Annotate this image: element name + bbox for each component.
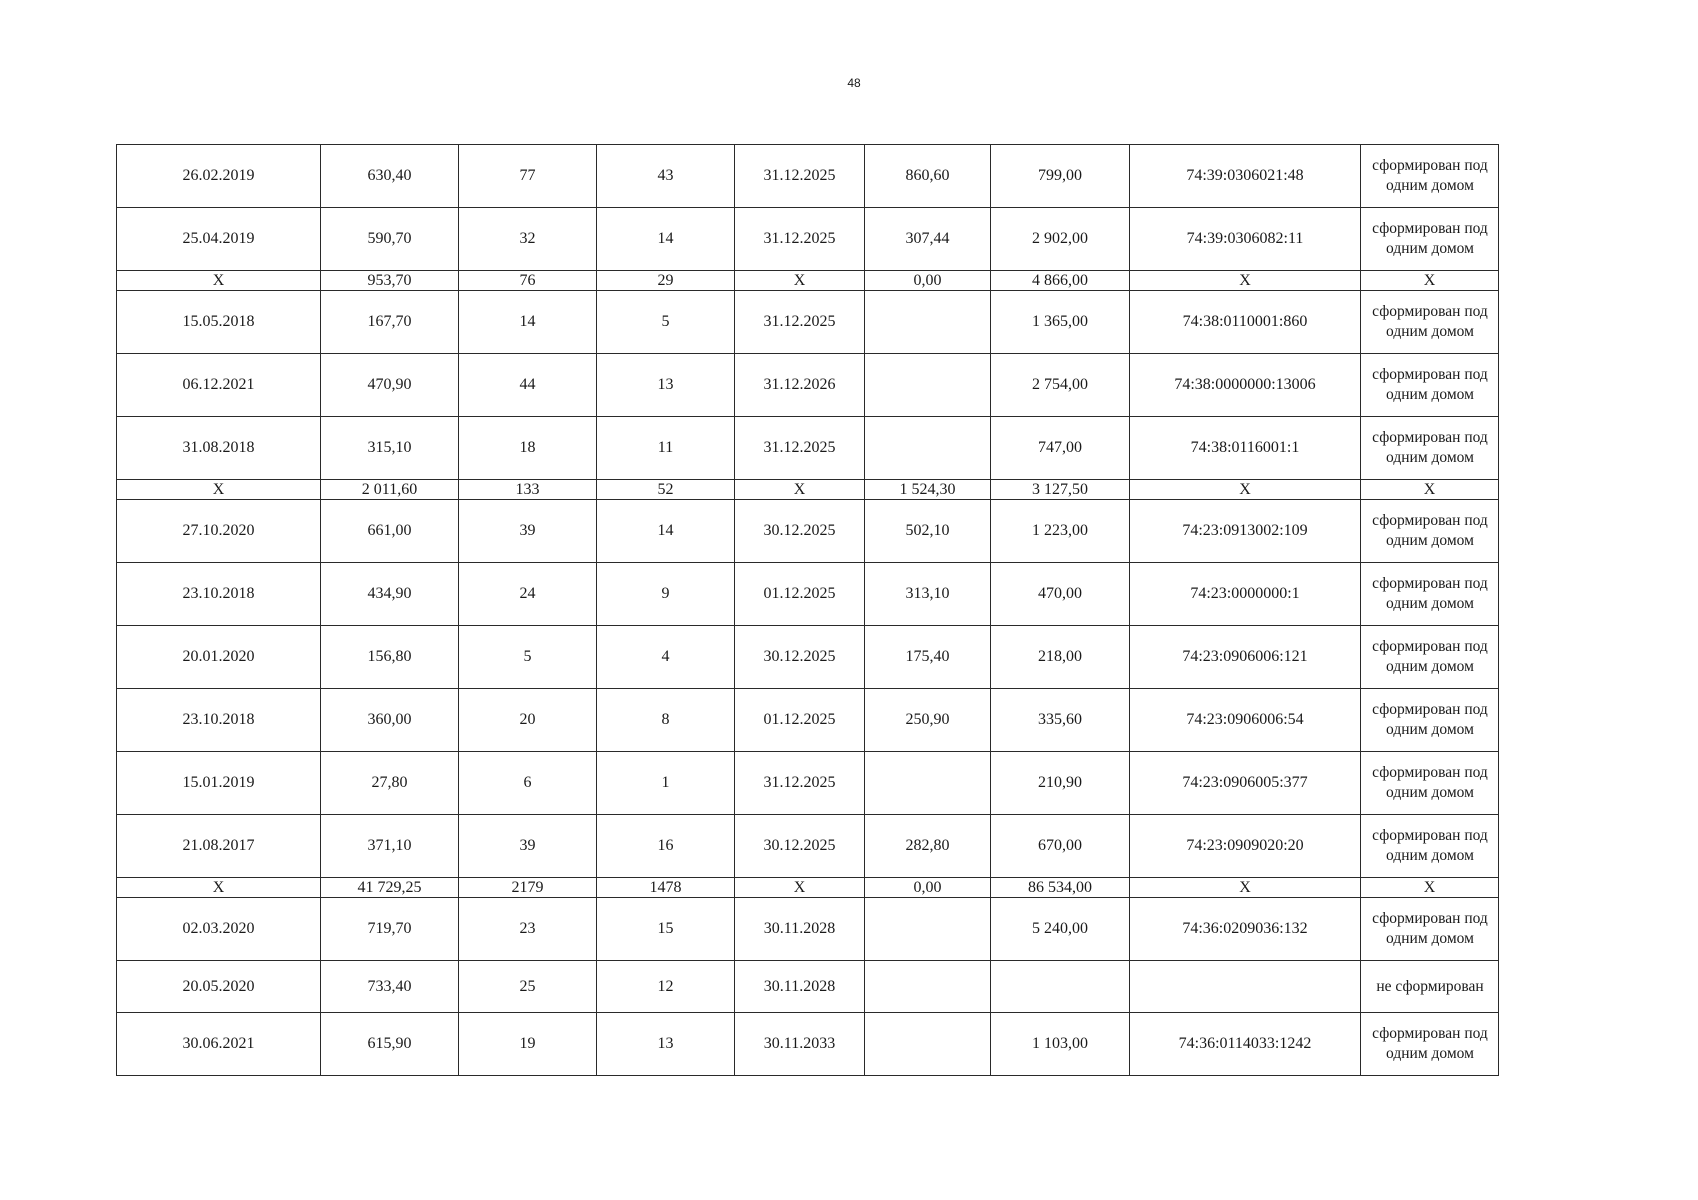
cadastral-number-cell: X — [1130, 878, 1361, 898]
date-cell: X — [117, 271, 321, 291]
deadline-cell: X — [735, 271, 865, 291]
date-cell: 02.03.2020 — [117, 898, 321, 961]
cadastral-number-cell: 74:36:0114033:1242 — [1130, 1013, 1361, 1076]
area-cell: 167,70 — [321, 291, 459, 354]
amount-cell: 307,44 — [865, 208, 991, 271]
deadline-cell: 31.12.2025 — [735, 145, 865, 208]
deadline-cell: X — [735, 480, 865, 500]
table-row — [117, 961, 1499, 1013]
status-cell: X — [1361, 480, 1499, 500]
deadline-cell: 01.12.2025 — [735, 563, 865, 626]
table-row — [117, 563, 1499, 626]
deadline-cell: 30.11.2033 — [735, 1013, 865, 1076]
accounts-cell: 14 — [597, 208, 735, 271]
residents-cell: 25 — [459, 961, 597, 1013]
area-cell: 630,40 — [321, 145, 459, 208]
amount-cell: 1 524,30 — [865, 480, 991, 500]
land-area-cell: 335,60 — [991, 689, 1130, 752]
status-cell — [1361, 417, 1499, 480]
date-cell: 21.08.2017 — [117, 815, 321, 878]
status-text: не сформирован — [1376, 977, 1484, 995]
table-row — [117, 354, 1499, 417]
area-cell: 315,10 — [321, 417, 459, 480]
amount-cell: 175,40 — [865, 626, 991, 689]
cadastral-number-cell: 74:39:0306082:11 — [1130, 208, 1361, 271]
accounts-cell: 14 — [597, 500, 735, 563]
deadline-cell: 30.12.2025 — [735, 500, 865, 563]
table-row — [117, 815, 1499, 878]
residents-cell: 2179 — [459, 878, 597, 898]
status-text: сформирован под одним домом — [1372, 157, 1488, 194]
accounts-cell: 11 — [597, 417, 735, 480]
table-row — [117, 145, 1499, 208]
land-area-cell: 86 534,00 — [991, 878, 1130, 898]
cadastral-number-cell: 74:38:0110001:860 — [1130, 291, 1361, 354]
amount-cell: 860,60 — [865, 145, 991, 208]
cadastral-number-cell: 74:39:0306021:48 — [1130, 145, 1361, 208]
status-text: сформирован под одним домом — [1372, 638, 1488, 675]
deadline-cell: 30.12.2025 — [735, 626, 865, 689]
deadline-cell: 31.12.2025 — [735, 208, 865, 271]
accounts-cell: 16 — [597, 815, 735, 878]
accounts-cell: 43 — [597, 145, 735, 208]
land-area-cell: 3 127,50 — [991, 480, 1130, 500]
amount-cell — [865, 291, 991, 354]
area-cell: 733,40 — [321, 961, 459, 1013]
area-cell: 434,90 — [321, 563, 459, 626]
residents-cell: 44 — [459, 354, 597, 417]
accounts-cell: 4 — [597, 626, 735, 689]
date-cell: 23.10.2018 — [117, 563, 321, 626]
deadline-cell: 01.12.2025 — [735, 689, 865, 752]
land-area-cell: 210,90 — [991, 752, 1130, 815]
deadline-cell: 31.12.2026 — [735, 354, 865, 417]
status-cell — [1361, 961, 1499, 1013]
status-text: сформирован под одним домом — [1372, 366, 1488, 403]
date-cell: 23.10.2018 — [117, 689, 321, 752]
area-cell: 360,00 — [321, 689, 459, 752]
cadastral-number-cell — [1130, 961, 1361, 1013]
status-text: сформирован под одним домом — [1372, 827, 1488, 864]
status-text: сформирован под одним домом — [1372, 429, 1488, 466]
cadastral-number-cell: 74:23:0906006:54 — [1130, 689, 1361, 752]
accounts-cell: 13 — [597, 354, 735, 417]
amount-cell: 313,10 — [865, 563, 991, 626]
deadline-cell: 31.12.2025 — [735, 752, 865, 815]
deadline-cell: X — [735, 878, 865, 898]
page-number: 48 — [847, 76, 861, 90]
cadastral-number-cell: 74:36:0209036:132 — [1130, 898, 1361, 961]
status-text: сформирован под одним домом — [1372, 512, 1488, 549]
area-cell: 2 011,60 — [321, 480, 459, 500]
area-cell: 719,70 — [321, 898, 459, 961]
deadline-cell: 30.11.2028 — [735, 961, 865, 1013]
area-cell: 371,10 — [321, 815, 459, 878]
amount-cell — [865, 1013, 991, 1076]
land-area-cell: 1 365,00 — [991, 291, 1130, 354]
amount-cell: 250,90 — [865, 689, 991, 752]
status-cell — [1361, 145, 1499, 208]
status-cell — [1361, 291, 1499, 354]
cadastral-number-cell: X — [1130, 480, 1361, 500]
accounts-cell: 9 — [597, 563, 735, 626]
residents-cell: 19 — [459, 1013, 597, 1076]
accounts-cell: 1 — [597, 752, 735, 815]
area-cell: 156,80 — [321, 626, 459, 689]
cadastral-number-cell: 74:23:0909020:20 — [1130, 815, 1361, 878]
register-table — [116, 144, 1499, 1076]
amount-cell — [865, 898, 991, 961]
cadastral-number-cell: 74:23:0906006:121 — [1130, 626, 1361, 689]
area-cell: 27,80 — [321, 752, 459, 815]
land-area-cell: 1 223,00 — [991, 500, 1130, 563]
land-area-cell: 470,00 — [991, 563, 1130, 626]
table-row — [117, 689, 1499, 752]
accounts-cell: 29 — [597, 271, 735, 291]
table-row — [117, 626, 1499, 689]
residents-cell: 77 — [459, 145, 597, 208]
status-cell — [1361, 752, 1499, 815]
table-row — [117, 417, 1499, 480]
cadastral-number-cell: 74:23:0906005:377 — [1130, 752, 1361, 815]
cadastral-number-cell: 74:38:0000000:13006 — [1130, 354, 1361, 417]
area-cell: 41 729,25 — [321, 878, 459, 898]
status-cell: X — [1361, 271, 1499, 291]
status-cell — [1361, 815, 1499, 878]
status-cell — [1361, 500, 1499, 563]
residents-cell: 20 — [459, 689, 597, 752]
land-area-cell: 218,00 — [991, 626, 1130, 689]
land-area-cell: 5 240,00 — [991, 898, 1130, 961]
cadastral-number-cell: 74:23:0913002:109 — [1130, 500, 1361, 563]
amount-cell — [865, 417, 991, 480]
amount-cell: 0,00 — [865, 271, 991, 291]
amount-cell — [865, 354, 991, 417]
status-cell — [1361, 354, 1499, 417]
total-row — [117, 271, 1499, 291]
residents-cell: 39 — [459, 815, 597, 878]
amount-cell — [865, 752, 991, 815]
accounts-cell: 15 — [597, 898, 735, 961]
status-text: сформирован под одним домом — [1372, 701, 1488, 738]
status-text: сформирован под одним домом — [1372, 910, 1488, 947]
table-row — [117, 752, 1499, 815]
area-cell: 661,00 — [321, 500, 459, 563]
status-text: сформирован под одним домом — [1372, 303, 1488, 340]
date-cell: 15.05.2018 — [117, 291, 321, 354]
area-cell: 953,70 — [321, 271, 459, 291]
amount-cell: 502,10 — [865, 500, 991, 563]
residents-cell: 32 — [459, 208, 597, 271]
status-cell — [1361, 689, 1499, 752]
date-cell: 26.02.2019 — [117, 145, 321, 208]
cadastral-number-cell: X — [1130, 271, 1361, 291]
land-area-cell: 1 103,00 — [991, 1013, 1130, 1076]
cadastral-number-cell: 74:38:0116001:1 — [1130, 417, 1361, 480]
deadline-cell: 30.11.2028 — [735, 898, 865, 961]
total-row — [117, 480, 1499, 500]
status-cell — [1361, 208, 1499, 271]
land-area-cell — [991, 961, 1130, 1013]
area-cell: 470,90 — [321, 354, 459, 417]
status-cell — [1361, 563, 1499, 626]
residents-cell: 24 — [459, 563, 597, 626]
land-area-cell: 2 902,00 — [991, 208, 1130, 271]
residents-cell: 18 — [459, 417, 597, 480]
total-row — [117, 878, 1499, 898]
status-cell — [1361, 1013, 1499, 1076]
residents-cell: 76 — [459, 271, 597, 291]
deadline-cell: 30.12.2025 — [735, 815, 865, 878]
table-row — [117, 208, 1499, 271]
date-cell: 25.04.2019 — [117, 208, 321, 271]
area-cell: 590,70 — [321, 208, 459, 271]
date-cell: 06.12.2021 — [117, 354, 321, 417]
date-cell: 20.01.2020 — [117, 626, 321, 689]
amount-cell: 282,80 — [865, 815, 991, 878]
area-cell: 615,90 — [321, 1013, 459, 1076]
table-row — [117, 1013, 1499, 1076]
status-text: сформирован под одним домом — [1372, 575, 1488, 612]
land-area-cell: 2 754,00 — [991, 354, 1130, 417]
deadline-cell: 31.12.2025 — [735, 417, 865, 480]
date-cell: X — [117, 878, 321, 898]
date-cell: 30.06.2021 — [117, 1013, 321, 1076]
table-row — [117, 291, 1499, 354]
date-cell: 20.05.2020 — [117, 961, 321, 1013]
residents-cell: 6 — [459, 752, 597, 815]
date-cell: X — [117, 480, 321, 500]
accounts-cell: 1478 — [597, 878, 735, 898]
accounts-cell: 12 — [597, 961, 735, 1013]
status-text: сформирован под одним домом — [1372, 1025, 1488, 1062]
residents-cell: 23 — [459, 898, 597, 961]
status-text: сформирован под одним домом — [1372, 764, 1488, 801]
land-area-cell: 799,00 — [991, 145, 1130, 208]
residents-cell: 5 — [459, 626, 597, 689]
land-area-cell: 747,00 — [991, 417, 1130, 480]
table-row — [117, 898, 1499, 961]
date-cell: 15.01.2019 — [117, 752, 321, 815]
amount-cell — [865, 961, 991, 1013]
amount-cell: 0,00 — [865, 878, 991, 898]
accounts-cell: 5 — [597, 291, 735, 354]
residents-cell: 39 — [459, 500, 597, 563]
land-area-cell: 4 866,00 — [991, 271, 1130, 291]
status-cell — [1361, 626, 1499, 689]
cadastral-number-cell: 74:23:0000000:1 — [1130, 563, 1361, 626]
land-area-cell: 670,00 — [991, 815, 1130, 878]
date-cell: 27.10.2020 — [117, 500, 321, 563]
status-cell — [1361, 898, 1499, 961]
deadline-cell: 31.12.2025 — [735, 291, 865, 354]
residents-cell: 14 — [459, 291, 597, 354]
accounts-cell: 52 — [597, 480, 735, 500]
date-cell: 31.08.2018 — [117, 417, 321, 480]
table-row — [117, 500, 1499, 563]
accounts-cell: 8 — [597, 689, 735, 752]
status-cell: X — [1361, 878, 1499, 898]
residents-cell: 133 — [459, 480, 597, 500]
accounts-cell: 13 — [597, 1013, 735, 1076]
status-text: сформирован под одним домом — [1372, 220, 1488, 257]
